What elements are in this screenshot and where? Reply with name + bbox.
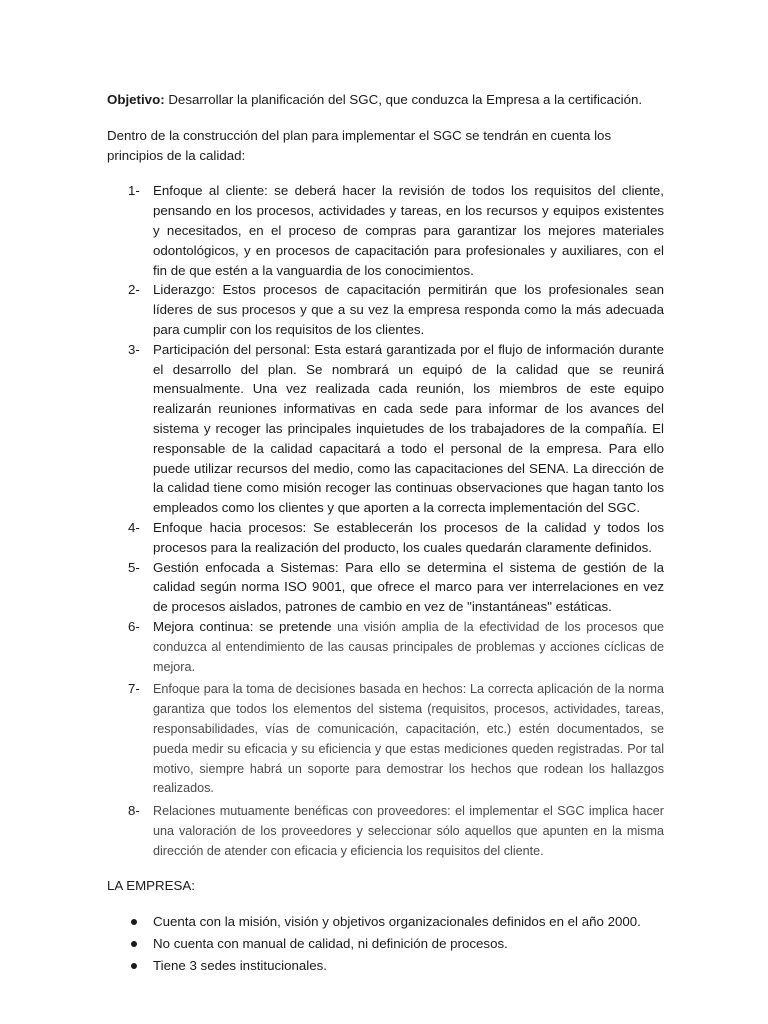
company-bullet-list — [107, 912, 664, 975]
list-item — [107, 617, 664, 676]
item-lead: Gestión enfocada a Sistemas: — [153, 559, 339, 575]
bullet-icon — [131, 963, 137, 969]
objective-label: Objetivo: — [107, 92, 165, 107]
item-text: Esta estará garantizada por el flujo de información durante el desarrollo del plan. Se nombrará un equipó de la calidad que se reunirá mensualmente. Una vez realizada cada reunión, los miembros de este equipo realizarán reuniones informativas en cada sede para informar de los avances del sistema y recoger las principales inquietudes de los trabajadores de la compañía. El responsable de la calidad capacitará a todo el personal de la empresa. Para ello puede utilizar recursos del medio, como las capacitaciones del SENA. La dirección de la calidad tiene como misión recoger las continuas observaciones que hagan tanto los empleados como los clientes y que aporten a la correcta implementación del SGC. — [153, 341, 664, 516]
item-number: 1- — [128, 183, 140, 199]
list-item — [107, 181, 664, 280]
item-number: 6- — [128, 618, 140, 634]
objective-paragraph — [107, 90, 664, 110]
item-text: Enfoque para la toma de decisiones basada en hechos: La correcta aplicación de la norma garantiza que todos los elementos del sistema (requisitos, procesos, actividades, tareas, responsabilidades, vías de comunicación, capacitación, etc.) estén documentados, se pueda medir su eficacia y su eficiencia y que estas mediciones queden registradas. Por tal motivo, siempre habrá un soporte para demostrar los hechos que rodean los hallazgos realizados. — [153, 682, 664, 796]
list-item — [107, 679, 664, 798]
list-item — [107, 801, 664, 860]
intro-paragraph: Dentro de la construcción del plan para implementar el SGC se tendrán en cuenta los principios de la calidad: — [107, 127, 612, 163]
principles-list — [107, 181, 664, 860]
bullet-text: Cuenta con la misión, visión y objetivos organizacionales definidos en el año 2000. — [153, 914, 641, 930]
item-number: 2- — [128, 282, 140, 298]
bullet-icon — [131, 941, 137, 947]
item-number: 5- — [128, 559, 140, 575]
list-item — [107, 340, 664, 518]
item-text: Se establecerán los procesos de la calidad y todos los procesos para la realización del producto, los cuales quedarán claramente definidos. — [153, 519, 664, 555]
list-item — [107, 956, 664, 976]
list-item — [107, 280, 664, 339]
bullet-text: No cuenta con manual de calidad, ni definición de procesos. — [153, 936, 508, 952]
item-lead: Liderazgo: — [153, 282, 216, 298]
item-text: se deberá hacer la revisión de todos los requisitos del cliente, pensando en los procesos, actividades y tareas, en los recursos y equipos existentes y necesitados, en el proceso de compras para garantizar los mejores materiales odontológicos, y en procesos de capacitación para profesionales y auxiliares, con el fin de que estén a la vanguardia de los conocimientos. — [153, 183, 664, 278]
bullet-text: Tiene 3 sedes institucionales. — [153, 957, 327, 973]
list-item — [107, 934, 664, 954]
item-number: 8- — [128, 803, 140, 819]
item-lead: Enfoque hacia procesos: — [153, 519, 307, 535]
item-number: 4- — [128, 519, 140, 535]
company-heading: LA EMPRESA: — [107, 878, 195, 894]
item-text: una visión amplia de la efectividad de los procesos que conduzca al entendimiento de las causas principales de problemas y acciones cíclicas de mejora. — [153, 619, 664, 674]
item-lead: Participación del personal: — [153, 341, 311, 357]
objective-text: Desarrollar la planificación del SGC, que conduzca la Empresa a la certificación. — [164, 92, 643, 107]
item-number: 3- — [128, 341, 140, 357]
item-lead: Enfoque al cliente: — [153, 183, 268, 199]
document-page — [107, 90, 664, 978]
item-number: 7- — [128, 681, 140, 697]
bullet-icon — [131, 919, 137, 925]
item-lead: Mejora continua: se pretende — [153, 618, 332, 634]
list-item — [107, 912, 664, 932]
item-text: Relaciones mutuamente benéficas con proveedores: el implementar el SGC implica hacer una valoración de los proveedores y seleccionar sólo aquellos que apunten en la misma dirección de atender con eficacia y eficiencia los requisitos del cliente. — [153, 804, 664, 858]
item-text: Estos procesos de capacitación permitirán que los profesionales sean líderes de sus procesos y que a su vez la empresa responda como la más adecuada para cumplir con los requisitos de los clientes. — [153, 282, 664, 337]
list-item — [107, 518, 664, 558]
item-text: Para ello se determina el sistema de gestión de la calidad según norma ISO 9001, que ofrece el marco para ver interrelaciones en vez de procesos aislados, patrones de cambio en vez de "instantáneas" estáticas. — [153, 559, 664, 615]
list-item — [107, 558, 664, 617]
